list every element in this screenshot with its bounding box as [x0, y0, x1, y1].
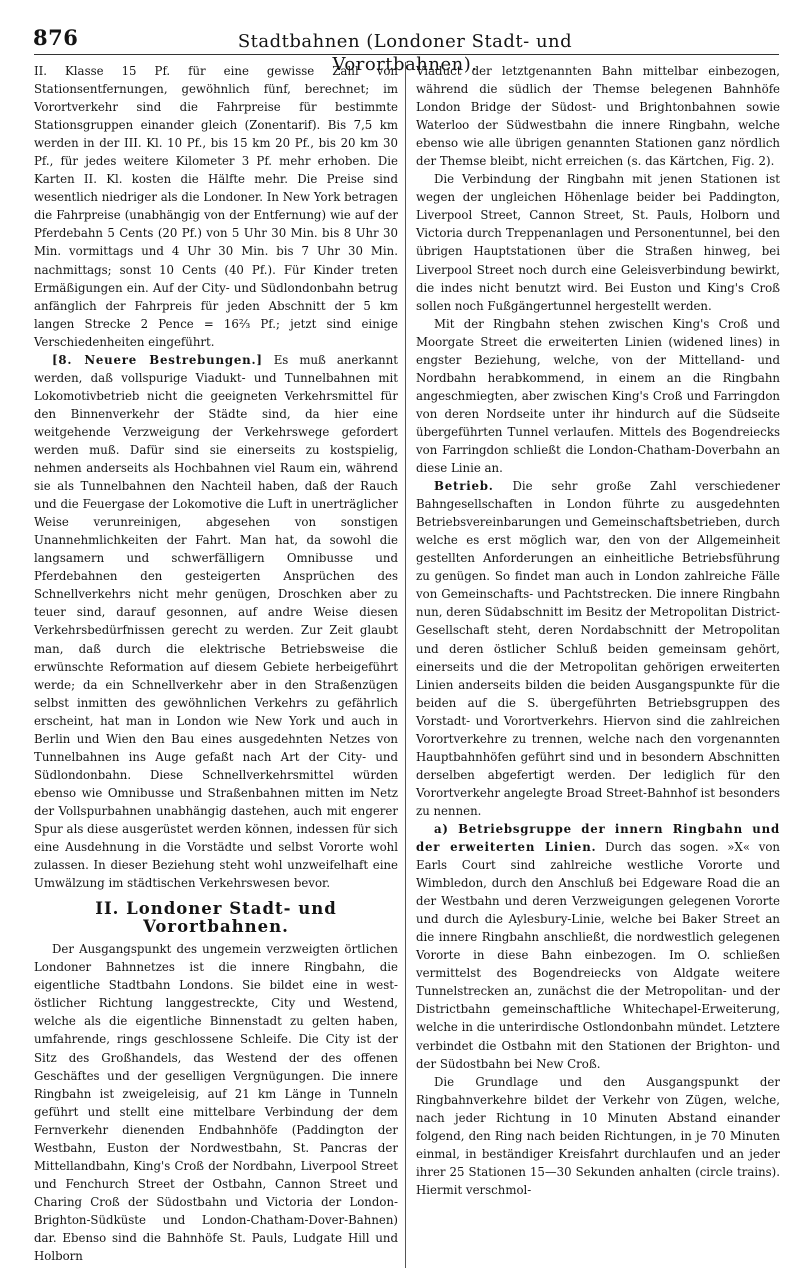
paragraph: Die Grundlage und den Ausgangspunkt der Ringbahnverkehre bildet der Verkehr von Zügen, welche, nach jeder Richtung in 10 Minuten Abstand einander folgend, den Ring nach beiden Richtungen, in je 70 Minuten einmal, in beständiger Kreisfahrt durchlaufen und an jeder ihrer 25 Stationen 15—30 Sekunden anhalten (circle trains). Hiermit verschmol- — [416, 1074, 780, 1197]
paragraph — [416, 820, 780, 1073]
right-column — [416, 62, 780, 1199]
paragraph: Die Verbindung der Ringbahn mit jenen Stationen ist wegen der ungleichen Höhenlage beider bei Paddington, Liverpool Street, Cannon Street, St. Pauls, Holborn und Victoria durch Treppenanlagen und Personentunnel, bei den übrigen Hauptstationen über die Straßen hinweg, bei Liverpool Street noch durch eine Geleisverbindung bewirkt, die indes nicht benutzt wird. Bei Euston und King's Croß sollen noch Fußgängertunnel hergestellt werden. — [416, 172, 780, 313]
paragraph-label: a) Betriebsgruppe der innern Ringbahn und der erweiterten Linien. — [416, 821, 780, 855]
paragraph-label: [8. Neuere Bestrebungen.] — [52, 352, 263, 367]
paragraph-label: Betrieb. — [434, 479, 494, 494]
paragraph-text: Durch das sogen. »X« von Earls Court sind zahlreiche westliche Vororte und Wimbledon, durch den Anschluß bei Edgeware Road die an der Westbahn und deren Verzweigungen gelegenen Vororte und durch die Aylesbury-Linie, welche bei Baker Street an die innere Ringbahn anschließt, die nordwestlich gelegenen Vororte in diese Bahn einbezogen. Im O. schließen vermittelst des Bogendreiecks von Aldgate weitere Tunnelstrecken an, zunächst die der Metropolitan- und der Districtbahn gemeinschaftliche Whitechapel-Erweiterung, welche in die unterirdische Ostlondonbahn mündet. Letztere verbindet die Ostbahn mit den Stationen der Brighton- und der Südostbahn bei New Croß. — [416, 840, 780, 1071]
paragraph: Der Ausgangspunkt des ungemein verzweigten örtlichen Londoner Bahnnetzes ist die innere Ringbahn, die eigentliche Stadtbahn Londons. Sie bildet eine in west-östlicher Richtung langgestreckte, City und Westend, welche als die eigentliche Binnenstadt zu gelten haben, umfahrende, rings geschlossene Schleife. Die City ist der Sitz des Großhandels, das Westend der des offenen Geschäftes und der geselligen Vergnügungen. Die innere Ringbahn ist zweigeleisig, auf 21 km Länge in Tunneln geführt und stellt eine mittelbare Verbindung der dem Fernverkehr dienenden Endbahnhöfe (Paddington der Westbahn, Euston der Nordwestbahn, St. Pancras der Mittellandbahn, King's Croß der Nordbahn, Liverpool Street und Fenchurch Street der Ostbahn, Cannon Street und Charing Croß der Südostbahn und Victoria der London-Brighton-Südküste und London-Chatham-Dover-Bahnen) dar. Ebenso sind die Bahnhöfe St. Pauls, Ludgate Hill und Holborn — [34, 942, 398, 1264]
paragraph — [416, 477, 780, 820]
paragraph — [34, 351, 398, 892]
paragraph-text: Die sehr große Zahl verschiedener Bahngesellschaften in London führte zu ausgedehnten Betriebsvereinbarungen und Gemeinschaftsbetrieben, durch welche es erst möglich war, den von der Allgemeinheit gestellten Anforderungen an einheitliche Betriebsführung zu genügen. So findet man auch in London zahlreiche Fälle von Gemeinschafts- und Pachtstrecken. Die innere Ringbahn nun, deren Südabschnitt im Besitz der Metropolitan District-Gesellschaft steht, deren Nordabschnitt der Metropolitan und deren östlicher Schluß beiden gemeinsam gehört, einerseits und die der Metropolitan gehörigen erweiterten Linien anderseits bilden die beiden Ausgangspunkte für die beiden auf die S. übergeführten Betriebsgruppen des Vorstadt- und Vorortverkehrs. Hiervon sind die zahlreichen Vorortverkehre zu trennen, welche nach den vorgenannten Hauptbahnhöfen geführt sind und in besondern Abschnitten derselben abgefertigt werden. Der lediglich für den Vorortverkehr angelegte Broad Street-Bahnhof ist besonders zu nennen. — [416, 479, 780, 818]
paragraph-text: Es muß anerkannt werden, daß vollspurige Viadukt- und Tunnelbahnen mit Lokomotivbetrieb nicht die geeigneten Verkehrsmittel für den Binnenverkehr der Städte sind, da hier eine weitgehende Verzweigung der Verkehrswege gefordert werden muß. Dafür sind sie einerseits zu kostspielig, nehmen anderseits als Hochbahnen viel Raum ein, während sie als Tunnelbahnen den Nachteil haben, daß der Rauch und die Feuergase der Lokomotive die Luft in unerträglicher Weise verunreinigen, abgesehen von sonstigen Unannehmlichkeiten der Fahrt. Man hat, da sowohl die langsamern und schwerfälligern Omnibusse und Pferdebahnen den gesteigerten Ansprüchen des Schnellverkehrs nicht mehr genügen, Droschken aber zu teuer sind, darauf gesonnen, auf andre Weise diesen Verkehrsbedürfnissen gerecht zu werden. Zur Zeit glaubt man, daß durch die elektrische Betriebsweise die erwünschte Reformation auf diesem Gebiete herbeigeführt werde; da ein Schnellverkehr aber in den Straßenzügen selbst inmitten des gewöhnlichen Verkehrs zu gefährlich erscheint, hat man in London wie New York und auch in Berlin und Wien den Bau eines ausgedehnten Netzes von Tunnelbahnen ins Auge gefaßt nach Art der City- und Südlondonbahn. Diese Schnellverkehrsmittel würden ebenso wie Omnibusse und Straßenbahnen mitten im Netz der Vollspurbahnen unabhängig dastehen, auch mit engerer Spur als diese ausgerüstet werden können, indessen für sich eine Ausdehnung in die Vorstädte und selbst Vororte wohl zulassen. In dieser Beziehung steht wohl unzweifelhaft eine Umwälzung im städtischen Verkehrswesen bevor. — [34, 352, 398, 891]
page-number: 876 — [33, 25, 79, 50]
paragraph: Mit der Ringbahn stehen zwischen King's Croß und Moorgate Street die erweiterten Linien (widened lines) in engster Beziehung, welche, von der Mittelland- und Nordbahn herabkommend, in einem an die Ringbahn angeschmiegten, aber zwischen King's Croß und Farringdon von deren Nordseite unter ihr hindurch auf die Südseite übergeführten Tunnel verlaufen. Mittels des Bogendreiecks von Farringdon schließt die London-Chatham-Doverbahn an diese Linie an. — [416, 316, 780, 476]
left-column — [34, 62, 398, 1265]
column-divider — [405, 62, 406, 1268]
paragraph: Viaduct der letztgenannten Bahn mittelbar einbezogen, während die südlich der Themse belegenen Bahnhöfe London Bridge der Südost- und Brightonbahnen sowie Waterloo der Südwestbahn die innere Ringbahn, welche ebenso wie alle übrigen genannten Stationen ganz nördlich der Themse bleibt, nicht erreichen (s. das Kärtchen, Fig. 2). — [416, 64, 780, 169]
paragraph: II. Klasse 15 Pf. für eine gewisse Zahl von Stationsentfernungen, gewöhnlich fünf, berechnet; im Vorortverkehr sind die Fahrpreise für bestimmte Stationsgruppen einander gleich (Zonentarif). Bis 7,5 km werden in der III. Kl. 10 Pf., bis 15 km 20 Pf., bis 20 km 30 Pf., für jedes weitere Kilometer 3 Pf. mehr erhoben. Die Karten II. Kl. kosten die Hälfte mehr. Die Preise sind wesentlich niedriger als die Londoner. In New York betragen die Fahrpreise (unabhängig von der Entfernung) wie auf der Pferdebahn 5 Cents (20 Pf.) von 5 Uhr 30 Min. bis 8 Uhr 30 Min. vormittags und 4 Uhr 30 Min. bis 7 Uhr 30 Min. nachmittags; sonst 10 Cents (40 Pf.). Für Kinder treten Ermäßigungen ein. Auf der City- und Südlondonbahn betrug anfänglich der Fahrpreis für jeden Abschnitt der 5 km langen Strecke 2 Pence = 16⅔ Pf.; jetzt sind einige Verschiedenheiten eingeführt. — [34, 64, 398, 349]
running-title: Stadtbahnen (Londoner Stadt- und Vorortbahnen). — [237, 31, 573, 76]
section-heading: II. Londoner Stadt- und Vorortbahnen. — [95, 899, 337, 937]
header-rule — [34, 54, 779, 55]
